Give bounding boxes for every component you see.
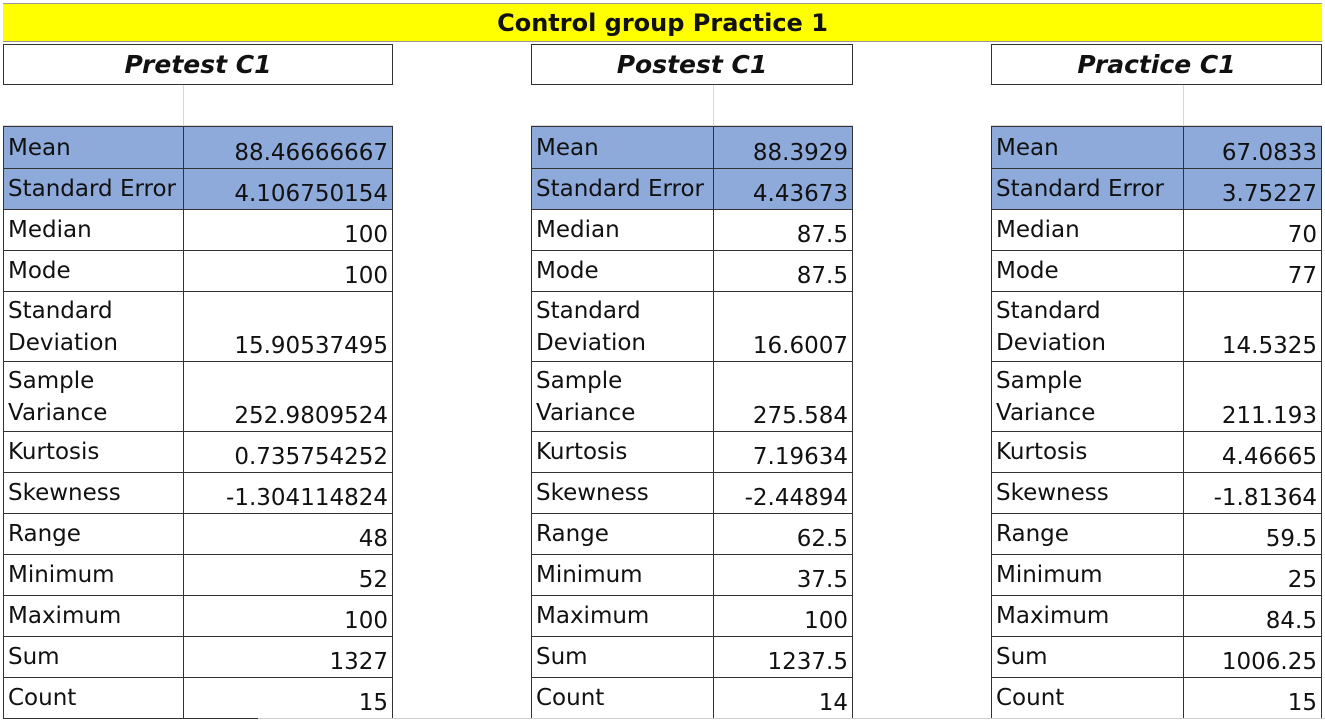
stat-label: Mode [532, 251, 714, 292]
table-row [4, 514, 393, 555]
stat-label: Sum [992, 637, 1184, 678]
table-row [532, 555, 853, 596]
table-row [992, 678, 1322, 719]
stat-value: 15 [184, 678, 393, 719]
pretest-table [3, 126, 393, 719]
stat-value: 88.46666667 [184, 127, 393, 169]
stat-value: 88.3929 [714, 127, 853, 169]
table-row [532, 169, 853, 210]
stat-value: 14.5325 [1184, 292, 1322, 362]
stat-value: 100 [184, 210, 393, 251]
table-row [4, 362, 393, 432]
stat-value: 37.5 [714, 555, 853, 596]
stat-value: 59.5 [1184, 514, 1322, 555]
stat-value: -2.44894 [714, 473, 853, 514]
stat-label: Mean [4, 127, 184, 169]
stat-value: 4.43673 [714, 169, 853, 210]
table-row [992, 432, 1322, 473]
stat-label: Count [4, 678, 184, 719]
stat-label: Skewness [992, 473, 1184, 514]
stat-value: 211.193 [1184, 362, 1322, 432]
postest-heading: Postest C1 [531, 44, 853, 85]
table-row [4, 127, 393, 169]
stat-label: Minimum [532, 555, 714, 596]
stat-label: Standard Deviation [532, 292, 714, 362]
table-row [532, 362, 853, 432]
stat-value: 52 [184, 555, 393, 596]
table-row [992, 473, 1322, 514]
table-row [532, 514, 853, 555]
stat-value: 87.5 [714, 251, 853, 292]
page-title: Control group Practice 1 [3, 3, 1322, 42]
table-row [532, 432, 853, 473]
stat-value: 4.46665 [1184, 432, 1322, 473]
table-row [992, 514, 1322, 555]
stat-value: 62.5 [714, 514, 853, 555]
table-row [4, 555, 393, 596]
stat-label: Range [532, 514, 714, 555]
stat-label: Kurtosis [4, 432, 184, 473]
divider [258, 718, 1325, 719]
stat-value: 1237.5 [714, 637, 853, 678]
blank-row [991, 85, 1322, 126]
table-row [992, 169, 1322, 210]
stat-label: Maximum [992, 596, 1184, 637]
stat-label: Kurtosis [532, 432, 714, 473]
stat-label: Sample Variance [992, 362, 1184, 432]
stat-label: Minimum [992, 555, 1184, 596]
stat-value: 275.584 [714, 362, 853, 432]
table-row [992, 127, 1322, 169]
stat-label: Mode [992, 251, 1184, 292]
stat-value: 3.75227 [1184, 169, 1322, 210]
stat-value: 1006.25 [1184, 637, 1322, 678]
stat-value: 7.19634 [714, 432, 853, 473]
table-row [532, 473, 853, 514]
stat-value: 14 [714, 678, 853, 719]
stat-label: Mean [992, 127, 1184, 169]
stat-value: 0.735754252 [184, 432, 393, 473]
postest-table [531, 126, 853, 719]
stat-label: Standard Deviation [4, 292, 184, 362]
stat-label: Skewness [4, 473, 184, 514]
pretest-heading: Pretest C1 [3, 44, 393, 85]
stat-label: Mode [4, 251, 184, 292]
table-row [4, 210, 393, 251]
stat-label: Standard Deviation [992, 292, 1184, 362]
stat-value: 100 [184, 251, 393, 292]
stat-value: 16.6007 [714, 292, 853, 362]
stat-label: Minimum [4, 555, 184, 596]
stat-label: Standard Error [532, 169, 714, 210]
table-row [532, 678, 853, 719]
stat-value: 67.0833 [1184, 127, 1322, 169]
stat-value: 48 [184, 514, 393, 555]
table-row [992, 292, 1322, 362]
stat-label: Median [992, 210, 1184, 251]
table-row [4, 292, 393, 362]
table-row [992, 251, 1322, 292]
stat-label: Range [992, 514, 1184, 555]
stat-value: -1.304114824 [184, 473, 393, 514]
stat-label: Median [4, 210, 184, 251]
table-row [532, 251, 853, 292]
stat-label: Kurtosis [992, 432, 1184, 473]
table-row [4, 432, 393, 473]
stat-label: Mean [532, 127, 714, 169]
blank-row [531, 85, 853, 126]
table-row [532, 596, 853, 637]
table-row [532, 637, 853, 678]
table-row [532, 210, 853, 251]
stat-label: Maximum [4, 596, 184, 637]
stat-value: 15 [1184, 678, 1322, 719]
stat-value: 4.106750154 [184, 169, 393, 210]
stat-value: 252.9809524 [184, 362, 393, 432]
table-row [4, 473, 393, 514]
practice-heading: Practice C1 [991, 44, 1322, 85]
stat-label: Standard Error [992, 169, 1184, 210]
stat-label: Sum [4, 637, 184, 678]
stat-value: 1327 [184, 637, 393, 678]
stat-label: Median [532, 210, 714, 251]
stat-value: 77 [1184, 251, 1322, 292]
table-row [992, 362, 1322, 432]
stat-label: Skewness [532, 473, 714, 514]
stat-label: Maximum [532, 596, 714, 637]
table-row [992, 210, 1322, 251]
table-row [532, 292, 853, 362]
stat-value: 100 [184, 596, 393, 637]
table-row [992, 555, 1322, 596]
stat-label: Range [4, 514, 184, 555]
stat-label: Count [532, 678, 714, 719]
stat-value: -1.81364 [1184, 473, 1322, 514]
stat-value: 84.5 [1184, 596, 1322, 637]
blank-row [3, 85, 393, 126]
stat-value: 25 [1184, 555, 1322, 596]
table-row [992, 637, 1322, 678]
table-row [4, 678, 393, 719]
table-row [992, 596, 1322, 637]
table-row [4, 251, 393, 292]
table-row [4, 169, 393, 210]
stat-value: 100 [714, 596, 853, 637]
stat-value: 15.90537495 [184, 292, 393, 362]
stat-label: Sample Variance [4, 362, 184, 432]
stat-label: Count [992, 678, 1184, 719]
table-row [4, 596, 393, 637]
table-row [532, 127, 853, 169]
table-row [4, 637, 393, 678]
stat-label: Standard Error [4, 169, 184, 210]
stat-value: 70 [1184, 210, 1322, 251]
stat-label: Sample Variance [532, 362, 714, 432]
stat-value: 87.5 [714, 210, 853, 251]
stat-label: Sum [532, 637, 714, 678]
practice-table [991, 126, 1322, 719]
